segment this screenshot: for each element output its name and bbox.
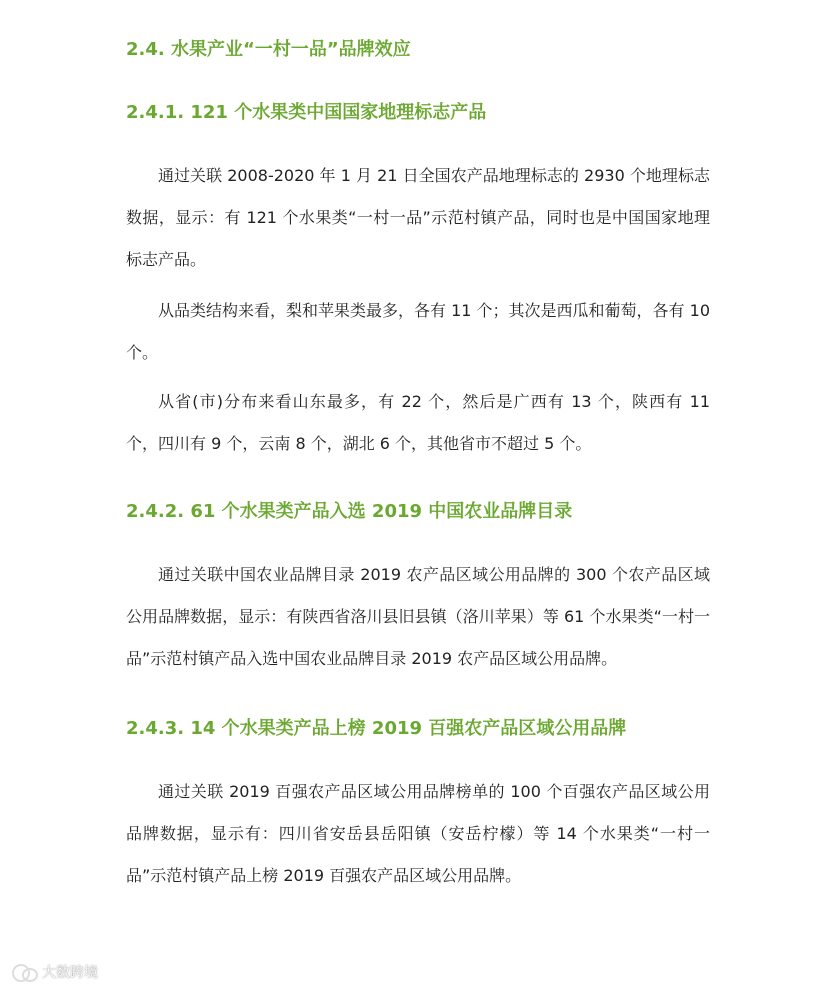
watermark (10, 960, 98, 984)
subsection-heading-2: 2.4.2. 61 个水果类产品入选 2019 中国农业品牌目录 (126, 501, 573, 522)
paragraph-brand-catalog: 通过关联中国农业品牌目录 2019 农产品区域公用品牌的 300 个农产品区域公用品牌数据，显示：有陕西省洛川县旧县镇（洛川苹果）等 61 个水果类“一村一品”示范村镇产品入选中国农业品牌目录 2019 农产品区域公用品牌。 (126, 565, 710, 668)
subsection-heading-1: 2.4.1. 121 个水果类中国国家地理标志产品 (126, 102, 487, 123)
paragraph-province-distribution: 从省(市)分布来看山东最多，有 22 个，然后是广西有 13 个，陕西有 11 个，四川有 9 个，云南 8 个，湖北 6 个，其他省市不超过 5 个。 (126, 392, 710, 453)
section-heading: 2.4. 水果产业“一村一品”品牌效应 (126, 39, 411, 60)
weibo-style-logo-icon (10, 962, 38, 982)
paragraph-top100-brands: 通过关联 2019 百强农产品区域公用品牌榜单的 100 个百强农产品区域公用品牌数据，显示有：四川省安岳县岳阳镇（安岳柠檬）等 14 个水果类“一村一品”示范村镇产品上榜 2019 百强农产品区域公用品牌。 (126, 782, 710, 885)
watermark-text: 大数跨境 (42, 965, 98, 981)
paragraph-geo-indication: 通过关联 2008-2020 年 1 月 21 日全国农产品地理标志的 2930 个地理标志数据，显示：有 121 个水果类“一村一品”示范村镇产品，同时也是中国国家地理标志产品。 (126, 166, 710, 269)
subsection-heading-3: 2.4.3. 14 个水果类产品上榜 2019 百强农产品区域公用品牌 (126, 718, 627, 739)
paragraph-category-structure: 从品类结构来看，梨和苹果类最多，各有 11 个；其次是西瓜和葡萄，各有 10 个。 (126, 301, 710, 362)
